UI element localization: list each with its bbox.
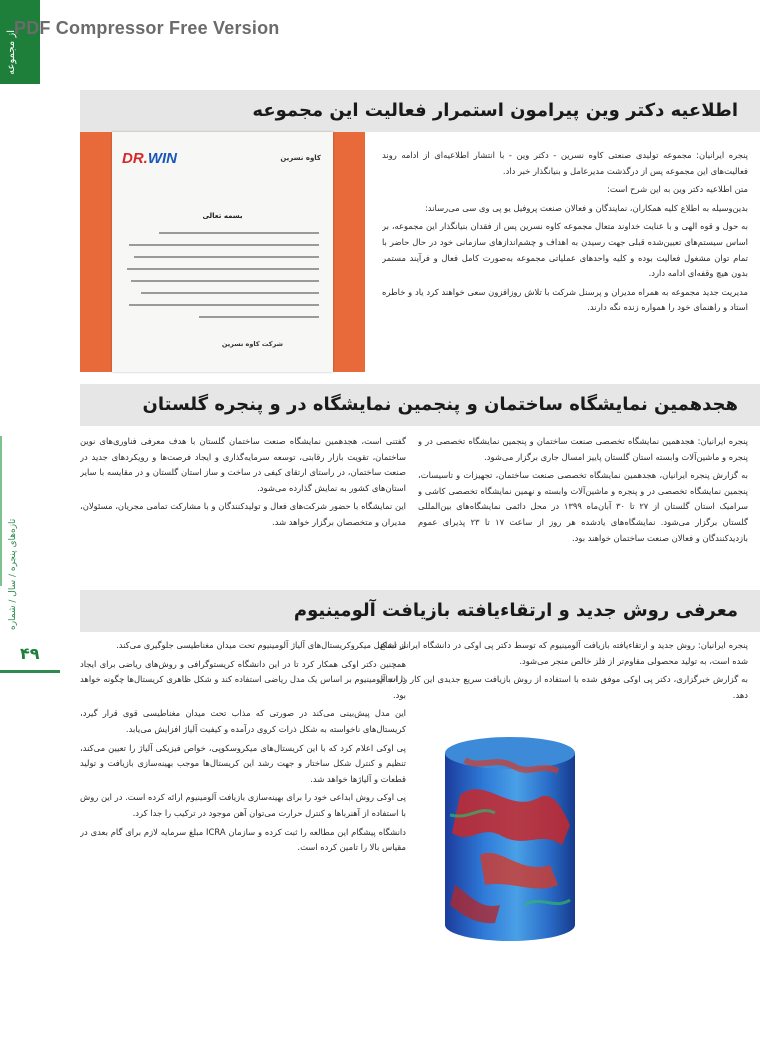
section-2-heading: هجدهمین نمایشگاه ساختمان و پنجمین نمایشگاه در و پنجره گلستان: [80, 384, 760, 426]
letter-signature: شرکت کاوه نسرین: [221, 340, 283, 348]
page-number-box: [0, 640, 60, 673]
letter-text-line: [127, 268, 319, 270]
letter-text-line: [131, 280, 319, 282]
letter-text-line: [129, 304, 319, 306]
letter-paper: [112, 132, 333, 372]
paragraph: پنجره ایرانیان: هجدهمین نمایشگاه تخصصی صنعت ساختمان و پنجمین نمایشگاه تخصصی در و پنجره و ماشین‌آلات وابسته استان گلستان پاییز امسال جاری برگزار می‌شود.: [418, 436, 748, 462]
paragraph: پی اوکی اعلام کرد که با این کریستال‌های میکروسکوپی، خواص فیزیکی آلیاژ را تعیین می‌کند، تنظیم و کنترل شکل ساختار و جهت رشد این کریستال‌ها موجب بهینه‌سازی بازیافت و تولید قطعات و آلیاژها خواهد شد.: [80, 742, 406, 784]
paragraph: گفتنی است، هجدهمین نمایشگاه صنعت ساختمان گلستان با هدف معرفی فناوری‌های نوین ساختمان، تقویت بازار رقابتی، توسعه سرمایه‌گذاری و ایجاد فرصت‌ها و رویکردهای جدید در صنعت ساختمان، در راستای ارتقای کیفی در ساخت و ساز استان گلستان و در مقایسه با سایر استان‌های کشور به نمایش گذارده می‌شود.: [80, 436, 406, 493]
page-number: ۴۹: [20, 644, 40, 663]
paragraph: این نمایشگاه با حضور شرکت‌های فعال و تولیدکنندگان و با مشارکت تمامی مجریان، مسئولان، مدیران و متخصصان برگزار خواهد شد.: [80, 501, 406, 527]
letter-text-line: [134, 256, 319, 258]
paragraph: همچنین دکتر اوکی همکار کرد تا در این دانشگاه کریستوگرافی و روش‌های ریاضی برای ایجاد ذرات آلومینیوم بر اساس یک مدل ریاضی استفاده کند و شکل ظاهری کریستال‌ها چگونه خواهد بود.: [80, 658, 406, 700]
section-3-heading: معرفی روش جدید و ارتقاء‌یافته بازیافت آلومینیوم: [80, 590, 760, 632]
paragraph: متن اطلاعیه دکتر وین به این شرح است:: [607, 184, 748, 195]
section-1-heading: اطلاعیه دکتر وین پیرامون استمرار فعالیت این مجموعه: [80, 90, 760, 132]
letter-text-line: [199, 316, 319, 318]
section-3-right-column: [380, 638, 748, 728]
section-2-right-column: [418, 434, 748, 582]
letter-logo: [122, 150, 177, 167]
paragraph: از تشکیل میکروکریستال‌های آلیاژ آلومینیوم تحت میدان مغناطیسی جلوگیری می‌کند.: [116, 640, 406, 650]
paragraph: پنجره ایرانیان: مجموعه تولیدی صنعتی کاوه نسرین - دکتر وین - با انتشار اطلاعیه‌ای از ادامه روند فعالیت‌های این مجموعه پس از درگذشت مدیرعامل و بنیانگذار خبر داد.: [382, 150, 748, 176]
logo-accent: WIN: [147, 150, 178, 167]
letter-image: [80, 132, 365, 372]
watermark: PDF Compressor Free Version: [14, 18, 280, 38]
section-1-body: [382, 148, 748, 376]
paragraph: بدین‌وسیله به اطلاع کلیه همکاران، نمایندگان و فعالان صنعت پروفیل یو پی وی سی می‌رساند:: [424, 202, 748, 213]
paragraph: به گزارش خبرگزاری، دکتر پی اوکی موفق شده با استفاده از روش بازیافت سریع جدیدی این کار را انجام دهد.: [380, 674, 748, 700]
letter-subject: بسمه تعالی: [202, 212, 243, 220]
letter-text-line: [141, 292, 319, 294]
cylinder-illustration: [440, 735, 580, 945]
paragraph: به گزارش پنجره ایرانیان، هجدهمین نمایشگاه تخصصی صنعت ساختمان، تجهیزات و تاسیسات، پنجمین نمایشگاه تخصصی در و پنجره و ماشین‌آلات وابسته و نهمین نمایشگاه تخصصی کاشی و سرامیک استان گلستان از ۲۷ تا ۳۰ آبان‌ماه ۱۳۹۹ در محل دائمی نمایشگاه‌های بین‌المللی گلستان برگزار می‌شود. نمایشگاه‌های یادشده هر روز از ساعت ۱۷ تا ۲۳ پذیرای عموم بازدیدکنندگان و فعالان صنعت ساختمان خواهند بود.: [418, 470, 748, 543]
issue-info: تازه‌های پنجره / سال / شماره: [8, 518, 18, 630]
letter-text-line: [129, 244, 319, 246]
section-tab: [0, 0, 40, 84]
side-divider: [0, 436, 2, 586]
letter-text-line: [159, 232, 319, 234]
logo-prefix: DR.: [122, 150, 148, 167]
section-tab-label: از مجموعه: [6, 30, 17, 75]
paragraph: پنجره ایرانیان: روش جدید و ارتقاءیافته بازیافت آلومینیوم که توسط دکتر پی اوکی در دانشگاه ایرانی ابداع شده است، به تولید محصولی مقاوم‌تر از فلز خالص منجر می‌شود.: [380, 640, 748, 666]
paragraph: دانشگاه پیشگام این مطالعه را ثبت کرده و سازمان ICRA مبلغ سرمایه لازم برای گام بعدی در مقیاس بالا را تامین کرده است.: [80, 826, 406, 853]
aluminium-structure-image: [440, 735, 580, 945]
section-2-left-column: [80, 434, 406, 582]
section-3-left-column: [80, 638, 406, 944]
paragraph: پی اوکی روش ابداعی خود را برای بهینه‌سازی بازیافت آلومینیوم ارائه کرده است. در این روش با استفاده از آهنرباها و کنترل حرارت می‌توان آهن موجود در ترکیب را جدا کرد.: [80, 792, 406, 818]
paragraph: این مدل پیش‌بینی می‌کند در صورتی که مذاب تحت میدان مغناطیسی قوی قرار گیرد، کریستال‌های ناخواسته به شکل ذرات کروی درآمده و کیفیت آلیاژ افزایش می‌یابد.: [80, 708, 406, 734]
paragraph: مدیریت جدید مجموعه به همراه مدیران و پرسنل شرکت با تلاش روزافزون سعی خواهند کرد یاد و خاطره استاد و راهنمای خود را همواره زنده نگه دارند.: [382, 286, 748, 313]
paragraph: به حول و قوه الهی و با عنایت خداوند متعال مجموعه کاوه نسرین پس از فقدان بنیانگذار این مجموعه، بر اساس سیستم‌های تعیین‌شده قبلی جهت رسیدن به اهداف و چشم‌اندازهای سازمانی خود در حال حاضر با تمام توان مشغول فعالیت بوده و کلیه واحدهای عملیاتی مجموعه به‌صورت کامل فعال و فرآیند مستمر بدون هیچ وقفه‌ای ادامه دارد.: [382, 221, 748, 279]
letter-company: کاوه نسرین: [280, 154, 321, 162]
